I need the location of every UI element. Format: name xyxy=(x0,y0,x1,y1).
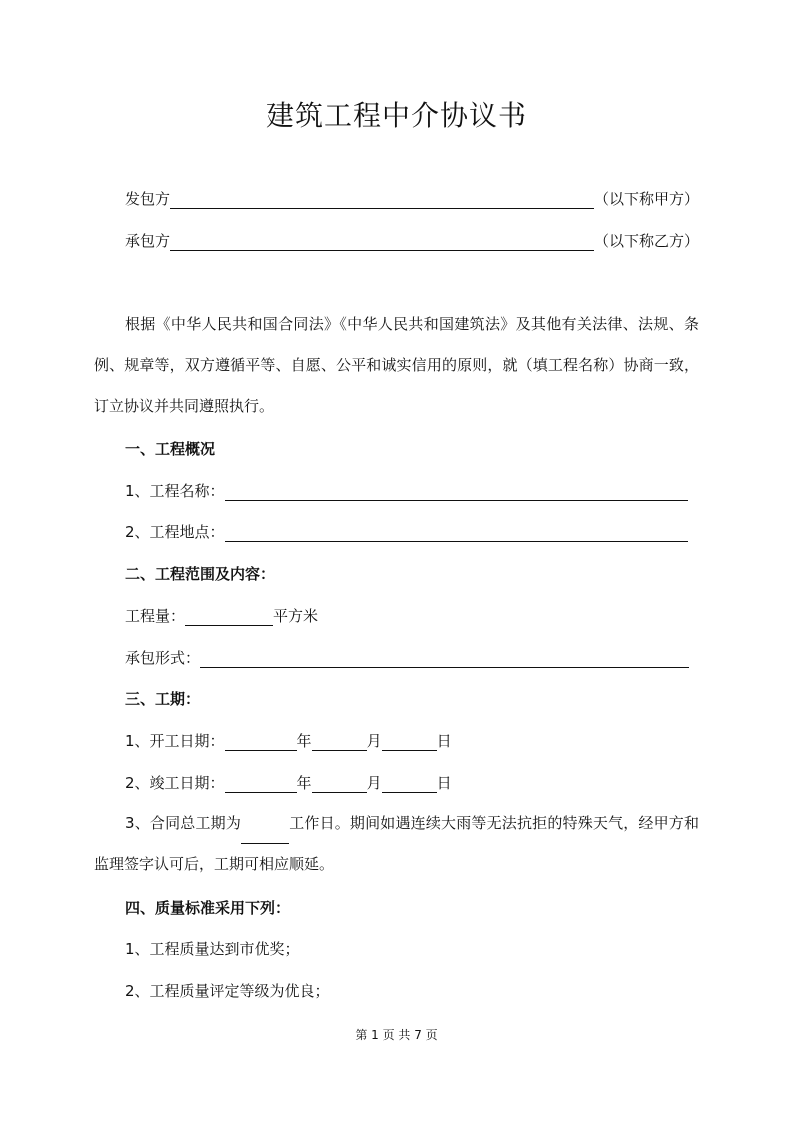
party-a-line xyxy=(125,189,594,209)
end-day-label: 日 xyxy=(436,774,452,792)
start-month-field[interactable] xyxy=(312,733,367,751)
end-day-field[interactable] xyxy=(382,775,437,793)
end-year-label: 年 xyxy=(296,774,312,792)
total-duration-suffix: 工作日。期间如遇连续大雨等无法抗拒的特殊天气，经甲方和监理签字认可后，工期可相应顺延。 xyxy=(94,814,699,873)
quantity-field[interactable] xyxy=(185,608,273,626)
start-year-field[interactable] xyxy=(225,733,297,751)
end-year-field[interactable] xyxy=(225,775,297,793)
start-day-label: 日 xyxy=(436,732,452,750)
party-a-suffix: （以下称甲方） xyxy=(593,190,699,208)
project-name-label: 1、工程名称： xyxy=(125,482,225,500)
quantity-line xyxy=(125,606,318,626)
section2-heading: 二、工程范围及内容： xyxy=(125,565,276,583)
quantity-unit: 平方米 xyxy=(273,607,319,625)
party-b-suffix: （以下称乙方） xyxy=(593,232,699,250)
start-year-label: 年 xyxy=(296,732,312,750)
project-name-line xyxy=(125,481,688,501)
total-duration-prefix: 3、合同总工期为 xyxy=(125,814,242,832)
quality-item-1: 1、工程质量达到市优奖； xyxy=(125,940,300,958)
contract-form-field[interactable] xyxy=(200,650,689,668)
party-b-label: 承包方 xyxy=(125,232,171,250)
contract-form-line xyxy=(125,648,689,668)
section3-heading: 三、工期： xyxy=(125,690,201,708)
quantity-label: 工程量： xyxy=(125,607,186,625)
start-date-label: 1、开工日期： xyxy=(125,732,225,750)
section4-heading: 四、质量标准采用下列： xyxy=(125,899,291,917)
page-number-footer: 第 1 页 共 7 页 xyxy=(355,1028,438,1042)
start-date-line xyxy=(125,731,452,751)
end-month-field[interactable] xyxy=(312,775,367,793)
project-location-line xyxy=(125,522,688,542)
total-duration-field[interactable] xyxy=(241,826,289,844)
party-b-line xyxy=(125,231,594,251)
start-day-field[interactable] xyxy=(382,733,437,751)
party-a-field[interactable] xyxy=(170,191,594,209)
party-b-field[interactable] xyxy=(170,233,594,251)
end-month-label: 月 xyxy=(366,774,382,792)
project-location-field[interactable] xyxy=(225,524,688,542)
end-date-line xyxy=(125,773,452,793)
project-name-field[interactable] xyxy=(225,483,688,501)
end-date-label: 2、竣工日期： xyxy=(125,774,225,792)
start-month-label: 月 xyxy=(366,732,382,750)
preamble-paragraph: 根据《中华人民共和国合同法》《中华人民共和国建筑法》及其他有关法律、法规、条例、规章等，双方遵循平等、自愿、公平和诚实信用的原则，就（填工程名称）协商一致，订立协议并共同遵照执行。 xyxy=(94,315,699,415)
party-a-label: 发包方 xyxy=(125,190,171,208)
total-duration-paragraph xyxy=(94,803,699,885)
contract-form-label: 承包形式： xyxy=(125,649,201,667)
project-location-label: 2、工程地点： xyxy=(125,523,225,541)
document-title: 建筑工程中介协议书 xyxy=(265,99,527,132)
section1-heading: 一、工程概况 xyxy=(125,440,216,458)
quality-item-2: 2、工程质量评定等级为优良； xyxy=(125,982,330,1000)
